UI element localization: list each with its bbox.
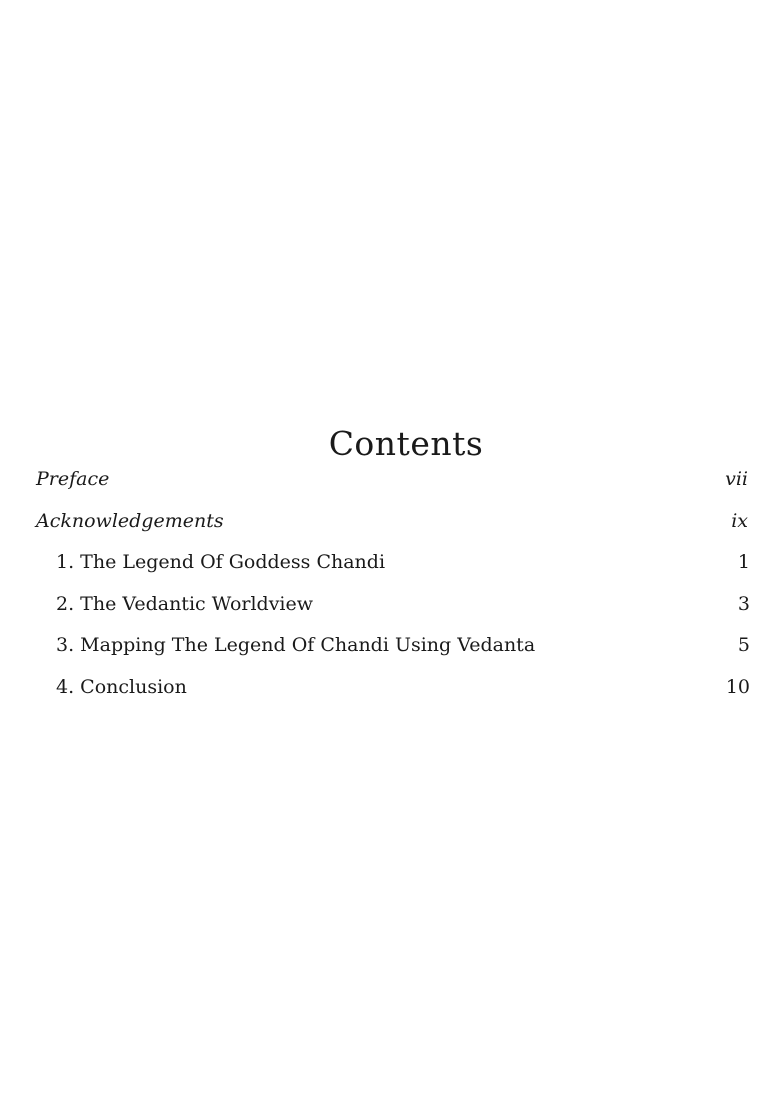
toc-entry-chapter-1: [0, 545, 780, 587]
toc-entry-page-number: 10: [725, 675, 750, 698]
toc-entry-page-number: 5: [737, 634, 750, 656]
table-of-contents: [0, 462, 780, 711]
toc-entry-label: Acknowledgements: [36, 509, 224, 532]
toc-entry-page-number: 1: [737, 551, 750, 573]
toc-entry-label: 1. The Legend Of Goddess Chandi: [56, 551, 386, 573]
toc-entry-chapter-3: [0, 628, 780, 670]
page-title: Contents: [328, 424, 484, 464]
toc-entry-page-number: ix: [731, 509, 748, 532]
toc-entry-label: Preface: [36, 468, 110, 490]
toc-entry-chapter-4: [0, 670, 780, 712]
toc-entry-label: 3. Mapping The Legend Of Chandi Using Vedanta: [56, 634, 536, 656]
toc-entry-page-number: 3: [737, 592, 750, 615]
toc-entry-label: 2. The Vedantic Worldview: [56, 592, 314, 615]
toc-entry-preface: [0, 462, 780, 504]
toc-entry-page-number: vii: [725, 468, 748, 490]
toc-entry-chapter-2: [0, 587, 780, 629]
toc-entry-acknowledgements: [0, 504, 780, 546]
toc-entry-label: 4. Conclusion: [56, 675, 187, 698]
